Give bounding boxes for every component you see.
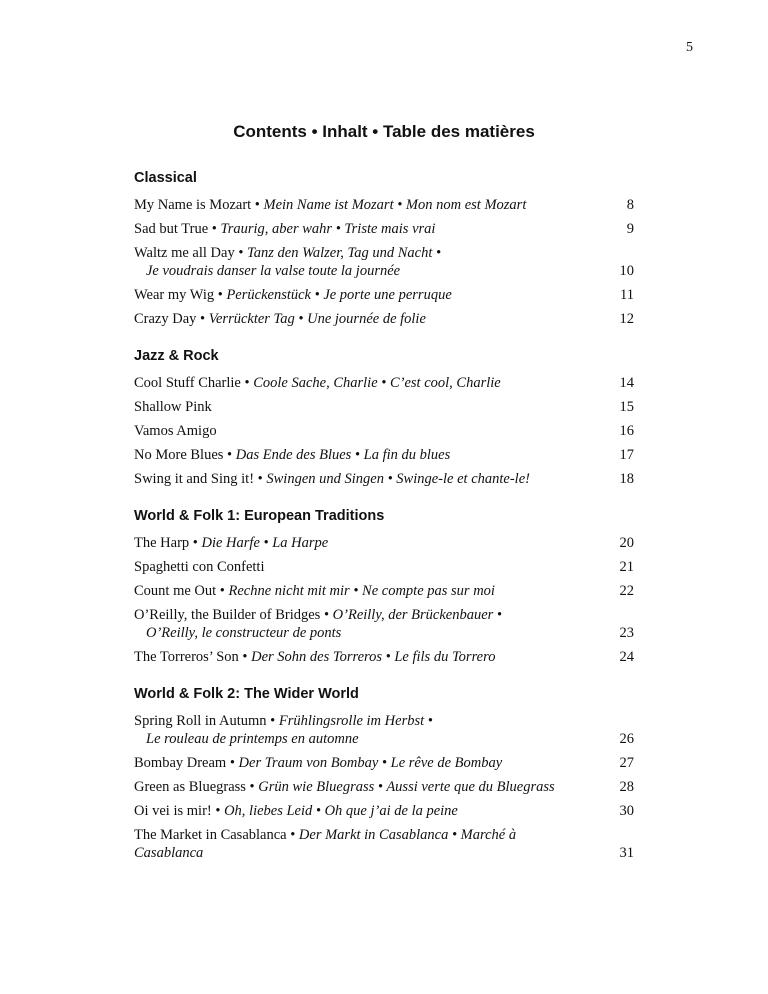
entry-title: Cool Stuff Charlie •	[134, 375, 254, 391]
toc-entry	[134, 582, 634, 600]
entry-translations: Die Harfe • La Harpe	[201, 535, 329, 551]
entry-page-number: 24	[619, 649, 634, 665]
entry-title: Sad but True •	[134, 221, 221, 237]
entry-title: Spaghetti con Confetti	[134, 559, 265, 575]
toc-entry	[134, 712, 634, 748]
entry-page-number: 17	[619, 447, 634, 463]
toc-section	[134, 348, 634, 488]
entry-translations: Tanz den Walzer, Tag und Nacht •	[247, 245, 442, 261]
toc-entry	[134, 648, 634, 666]
entry-title: Shallow Pink	[134, 399, 212, 415]
entry-page-number: 28	[619, 779, 634, 795]
entry-page-number: 23	[619, 625, 634, 641]
entry-translations: Der Traum von Bombay • Le rêve de Bombay	[238, 755, 503, 771]
toc-section	[134, 508, 634, 666]
section-heading: Jazz & Rock	[134, 348, 219, 364]
toc-entry	[134, 558, 634, 576]
section-heading: Classical	[134, 170, 197, 186]
toc-entry	[134, 310, 634, 328]
entry-title: Crazy Day •	[134, 311, 209, 327]
entry-translations: Der Markt in Casablanca • Marché à Casablanca	[134, 827, 517, 861]
entry-page-number: 31	[619, 845, 634, 861]
entry-page-number: 9	[626, 221, 634, 237]
table-of-contents	[134, 170, 634, 882]
section-heading: World & Folk 2: The Wider World	[134, 686, 359, 702]
entry-title: No More Blues •	[134, 447, 236, 463]
entry-title: Swing it and Sing it! •	[134, 471, 267, 487]
entry-page-number: 8	[626, 197, 634, 213]
entry-title: Oi vei is mir! •	[134, 803, 225, 819]
entry-page-number: 18	[619, 471, 634, 487]
entry-page-number: 16	[619, 423, 634, 439]
entry-translations-continued: O’Reilly, le constructeur de ponts	[146, 625, 342, 641]
entry-translations: Swingen und Singen • Swinge-le et chante-le!	[266, 471, 530, 487]
toc-entry	[134, 374, 634, 392]
entry-translations-continued: Je voudrais danser la valse toute la journée	[146, 263, 401, 279]
entry-translations-continued: Le rouleau de printemps en automne	[146, 731, 359, 747]
entry-translations: Rechne nicht mit mir • Ne compte pas sur moi	[228, 583, 495, 599]
toc-entry	[134, 196, 634, 214]
toc-entry	[134, 446, 634, 464]
toc-entry	[134, 802, 634, 820]
toc-entry	[134, 470, 634, 488]
entry-translations: O’Reilly, der Brückenbauer •	[332, 607, 503, 623]
toc-entry	[134, 244, 634, 280]
entry-translations: Oh, liebes Leid • Oh que j’ai de la peine	[224, 803, 458, 819]
entry-page-number: 15	[619, 399, 634, 415]
toc-entry	[134, 398, 634, 416]
toc-entry	[134, 778, 634, 796]
entry-page-number: 12	[619, 311, 634, 327]
toc-entry	[134, 606, 634, 642]
entry-title: Green as Bluegrass •	[134, 779, 259, 795]
entry-title: Wear my Wig •	[134, 287, 227, 303]
entry-translations: Coole Sache, Charlie • C’est cool, Charlie	[253, 375, 501, 391]
entry-page-number: 26	[619, 731, 634, 747]
entry-translations: Mein Name ist Mozart • Mon nom est Mozart	[263, 197, 527, 213]
entry-translations: Das Ende des Blues • La fin du blues	[235, 447, 451, 463]
entry-page-number: 11	[620, 287, 634, 303]
entry-title: Vamos Amigo	[134, 423, 217, 439]
entry-page-number: 22	[619, 583, 634, 599]
entry-page-number: 30	[619, 803, 634, 819]
toc-section	[134, 686, 634, 862]
entry-page-number: 10	[619, 263, 634, 279]
entry-title: The Harp •	[134, 535, 202, 551]
entry-title: The Torreros’ Son •	[134, 649, 252, 665]
entry-page-number: 14	[619, 375, 634, 391]
toc-entry	[134, 422, 634, 440]
entry-page-number: 27	[619, 755, 634, 771]
page-title: Contents • Inhalt • Table des matières	[233, 122, 535, 141]
toc-entry	[134, 754, 634, 772]
toc-entry	[134, 286, 634, 304]
section-heading: World & Folk 1: European Traditions	[134, 508, 385, 524]
entry-title: O’Reilly, the Builder of Bridges •	[134, 607, 333, 623]
entry-title: Spring Roll in Autumn •	[134, 713, 279, 729]
entry-title: Waltz me all Day •	[134, 245, 248, 261]
entry-translations: Grün wie Bluegrass • Aussi verte que du Bluegrass	[258, 779, 555, 795]
entry-title: My Name is Mozart •	[134, 197, 264, 213]
page-number: 5	[686, 40, 693, 55]
entry-title: The Market in Casablanca •	[134, 827, 299, 843]
entry-translations: Verrückter Tag • Une journée de folie	[208, 311, 426, 327]
toc-entry	[134, 826, 634, 862]
entry-title: Count me Out •	[134, 583, 229, 599]
entry-page-number: 20	[619, 535, 634, 551]
entry-page-number: 21	[619, 559, 634, 575]
entry-translations: Der Sohn des Torreros • Le fils du Torrero	[251, 649, 496, 665]
entry-translations: Perückenstück • Je porte une perruque	[226, 287, 452, 303]
entry-translations: Traurig, aber wahr • Triste mais vrai	[220, 221, 436, 237]
toc-entry	[134, 534, 634, 552]
toc-section	[134, 170, 634, 328]
toc-entry	[134, 220, 634, 238]
entry-title: Bombay Dream •	[134, 755, 239, 771]
entry-translations: Frühlingsrolle im Herbst •	[278, 713, 433, 729]
